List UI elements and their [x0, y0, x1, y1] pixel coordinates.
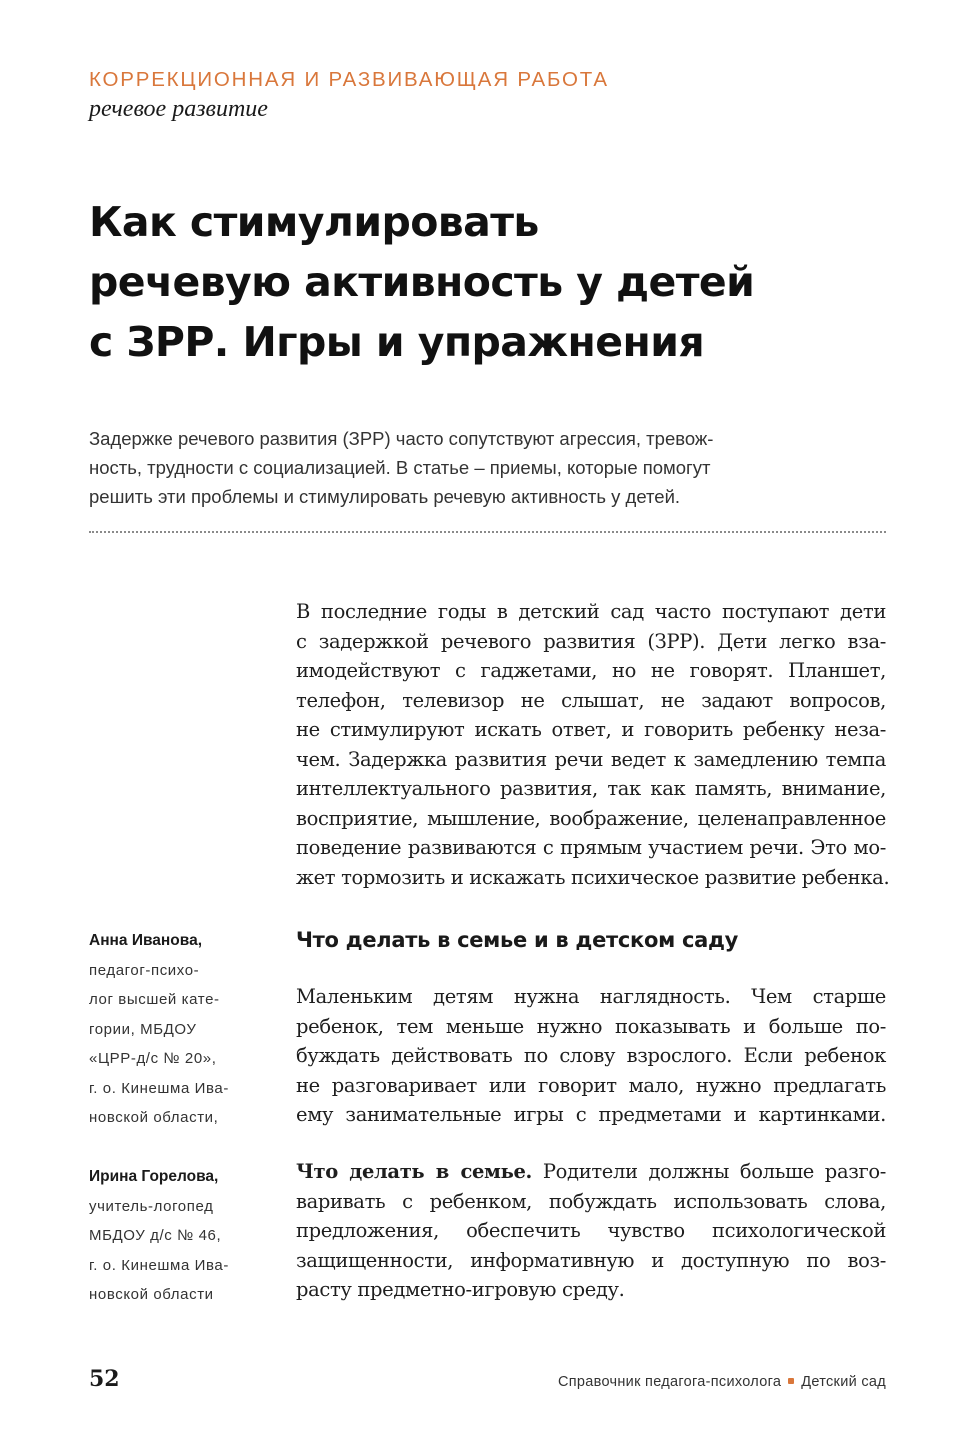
text-line: с задержкой речевого развития (ЗРР). Дети легко вза-	[296, 629, 886, 653]
title-line: речевую активность у детей	[89, 258, 755, 306]
separator-dot-icon	[788, 1378, 794, 1384]
author-line: гории, МБДОУ	[89, 1020, 197, 1038]
author-line: г. о. Кинешма Ива-	[89, 1256, 229, 1274]
text-line: буждать действовать по слову взрослого. Если ребенок	[296, 1044, 886, 1067]
text-line: поведение развиваются с прямым участием речи. Это мо-	[296, 836, 886, 859]
author-line: «ЦРР-д/с № 20»,	[89, 1050, 217, 1067]
page-number: 52	[89, 1366, 120, 1392]
author-line: новской области	[89, 1286, 214, 1303]
author-name: Анна Иванова,	[89, 932, 203, 949]
text-line: не разговаривает или говорит мало, нужно предлагать	[296, 1073, 886, 1097]
text-line: имодействуют с гаджетами, но не говорят. Планшет,	[296, 659, 886, 682]
author-line: учитель-логопед	[89, 1197, 214, 1215]
author-line: новской области,	[89, 1109, 219, 1126]
text-line: варивать с ребенком, побуждать использовать слова,	[296, 1189, 886, 1213]
section-label: КОРРЕКЦИОННАЯ И РАЗВИВАЮЩАЯ РАБОТА	[89, 68, 609, 91]
text-line: интеллектуального развития, так как память, внимание,	[296, 777, 886, 800]
author-block	[89, 1162, 269, 1310]
text-fragment: Родители должны больше разго-	[532, 1160, 887, 1183]
text-line: телефон, телевизор не слышат, не задают вопросов,	[296, 688, 886, 712]
author-name: Ирина Горелова,	[89, 1168, 219, 1185]
text-line: ему занимательные игры с предметами и картинками.	[296, 1103, 886, 1126]
lead-line: ность, трудности с социализацией. В статье – приемы, которые помогут	[89, 457, 711, 478]
author-line: лог высшей кате-	[89, 991, 220, 1008]
title-line: с ЗРР. Игры и упражнения	[89, 318, 705, 366]
text-line: не стимулируют искать ответ, и говорить ребенку неза-	[296, 718, 886, 741]
run-in-heading: Что делать в семье.	[296, 1160, 532, 1183]
text-line	[296, 1157, 886, 1187]
author-line: МБДОУ д/с № 46,	[89, 1227, 222, 1244]
edition-title: Детский сад	[801, 1374, 886, 1390]
text-line: В последние годы в детский сад часто поступают дети	[296, 600, 886, 623]
title-line: Как стимулировать	[89, 198, 539, 246]
lead-line: Задержке речевого развития (ЗРР) часто сопутствуют агрессия, тревож-	[89, 428, 714, 449]
author-line: г. о. Кинешма Ива-	[89, 1079, 229, 1097]
lead-paragraph	[89, 424, 889, 511]
lead-line: решить эти проблемы и стимулировать речевую активность у детей.	[89, 486, 681, 507]
paragraph-family	[296, 1157, 886, 1305]
text-line: чем. Задержка развития речи ведет к замедлению темпа	[296, 747, 886, 771]
running-footer	[558, 1374, 886, 1390]
text-line: жет тормозить и искажать психическое развитие ребенка.	[296, 865, 890, 889]
subsection-label: речевое развитие	[89, 96, 268, 122]
text-line: восприятие, мышление, воображение, целенаправленное	[296, 806, 886, 830]
publication-title: Справочник педагога-психолога	[557, 1374, 782, 1390]
text-line: предложения, обеспечить чувство психологической	[296, 1219, 886, 1242]
author-block	[89, 926, 269, 1133]
text-line: Маленьким детям нужна наглядность. Чем старше	[296, 985, 886, 1008]
article-title	[89, 192, 889, 372]
paragraph-visual-aids	[296, 982, 886, 1130]
text-line: расту предметно-игровую среду.	[296, 1278, 625, 1301]
text-line: защищенности, информативную и доступную по воз-	[296, 1248, 886, 1272]
section-heading: Что делать в семье и в детском саду	[296, 928, 739, 952]
text-line: ребенок, тем меньше нужно показывать и больше по-	[296, 1014, 886, 1038]
dotted-divider	[89, 531, 886, 533]
intro-paragraph	[296, 597, 890, 892]
author-line: педагог-психо-	[89, 961, 200, 979]
